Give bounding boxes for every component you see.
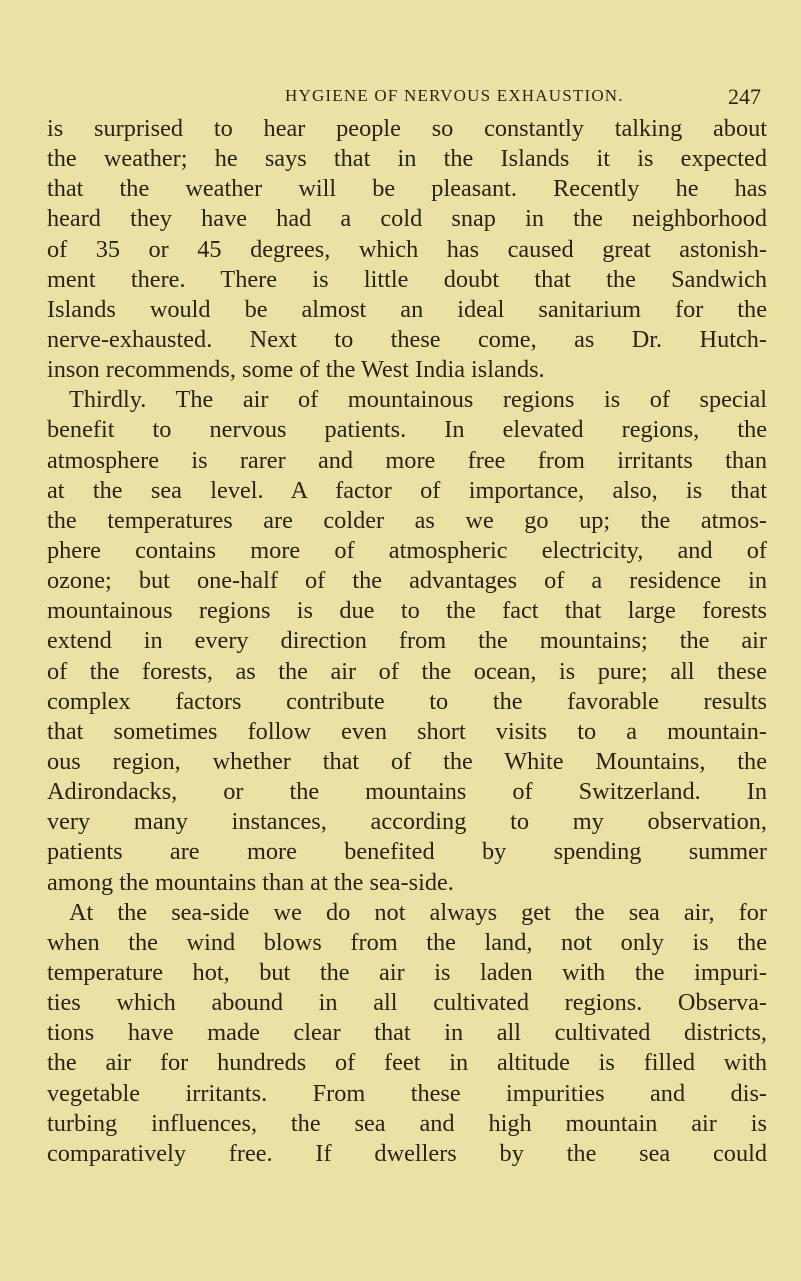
text-line: ties which abound in all cultivated regions. Observa- [47, 989, 767, 1017]
text-line: of the forests, as the air of the ocean, is pure; all these [47, 657, 767, 685]
text-line: Thirdly. The air of mountainous regions is of special [69, 386, 767, 414]
text-line: atmosphere is rarer and more free from irritants than [47, 446, 767, 474]
text-line: heard they have had a cold snap in the neighborhood [47, 205, 767, 233]
text-line: among the mountains than at the sea-side. [47, 868, 454, 896]
text-line: At the sea-side we do not always get the sea air, for [69, 898, 767, 926]
body-text [47, 114, 767, 1169]
text-line: ment there. There is little doubt that the Sandwich [47, 265, 767, 293]
text-line: that the weather will be pleasant. Recently he has [47, 175, 767, 203]
text-line: the temperatures are colder as we go up; the atmos- [47, 506, 767, 534]
text-line: comparatively free. If dwellers by the sea could [47, 1139, 767, 1167]
text-line: the weather; he says that in the Islands it is expected [47, 145, 767, 173]
text-line: vegetable irritants. From these impurities and dis- [47, 1079, 767, 1107]
text-line: Adirondacks, or the mountains of Switzerland. In [47, 778, 767, 806]
text-line: is surprised to hear people so constantly talking about [47, 115, 767, 142]
text-line: turbing influences, the sea and high mountain air is [47, 1109, 767, 1137]
text-line: temperature hot, but the air is laden with the impuri- [47, 958, 767, 986]
text-line: complex factors contribute to the favorable results [47, 687, 767, 715]
text-line: Islands would be almost an ideal sanitarium for the [47, 295, 767, 323]
text-line: nerve-exhausted. Next to these come, as Dr. Hutch- [47, 325, 767, 353]
page-number: 247 [728, 84, 761, 109]
text-line: mountainous regions is due to the fact that large forests [47, 597, 767, 625]
text-line: tions have made clear that in all cultivated districts, [47, 1019, 767, 1047]
text-line: very many instances, according to my observation, [47, 808, 767, 836]
text-line: the air for hundreds of feet in altitude is filled with [47, 1049, 767, 1077]
text-line: phere contains more of atmospheric electricity, and of [47, 536, 767, 564]
text-line: of 35 or 45 degrees, which has caused great astonish- [47, 235, 767, 263]
text-line: inson recommends, some of the West India islands. [47, 356, 545, 384]
text-line: ozone; but one-half of the advantages of a residence in [47, 567, 767, 595]
text-line: benefit to nervous patients. In elevated regions, the [47, 416, 767, 444]
text-line: that sometimes follow even short visits to a mountain- [47, 717, 767, 745]
text-line: when the wind blows from the land, not only is the [47, 928, 767, 956]
text-line: at the sea level. A factor of importance, also, is that [47, 476, 767, 504]
text-line: ous region, whether that of the White Mountains, the [47, 747, 767, 775]
running-title: HYGIENE OF NERVOUS EXHAUSTION. [285, 86, 624, 105]
text-line: patients are more benefited by spending summer [47, 838, 767, 866]
text-line: extend in every direction from the mountains; the air [47, 627, 767, 655]
